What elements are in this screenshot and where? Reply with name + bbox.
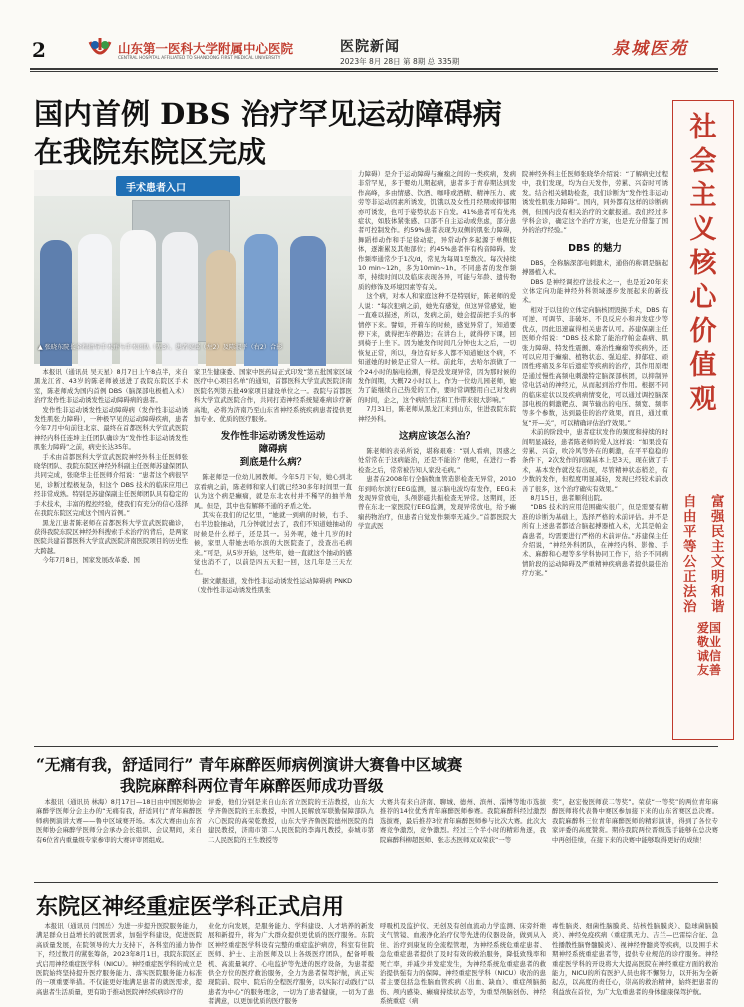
page-number: 2 [32, 38, 46, 62]
article1-paragraph: 力障碍）是介于运动障碍与癫痫之间的一类疾病，发病非常罕见，多于婴幼儿期起病，患者多于青春期达到发作高峰，多由情感、饮酒、咖啡或酒精、精神压力、疲劳等非运动因素所诱发，饥饿以及女性月经期或抑郁期亦可诱发，也可于姿势状态下自发。41%患者可有先兆症状，如肢体紧张感、口部不自主运动或焦虑，部分患者可控制发作。约59%患者表现为双侧的肌张力障碍，舞蹈样动作和手足徐动症，异常动作多起源于单侧肢体，逐渐累及其他部位；约45%患者伴有构音障碍。发作频率通常少于1次/d，常见为每周1至数次。每次持续10 min~12h，多为10min~1h。不同患者的发作频率，持续时间以及临床表现各异，可能与年龄、遗传物质的修饰及环境因素等有关。 [358, 170, 516, 291]
subhead-line: 发作性非运动诱发性运动 [220, 431, 326, 443]
article1-paragraph: 陈老师的表弟所说，堪称艰难：“别人看病，因感之处常常在于这病能治，还是不能治？他呢，在进行一番检查之后，常常被告知人家没毛病。” [358, 446, 516, 474]
article1-paragraph: 手术由首都医科大学宣武医院神经外科主任医师张晓华团队、我院东院区神经外科副主任医师苏建保团队共同完成，张晓华主任医师介绍说：“患者这个病很罕见，诊断过程极复杂，但这个 DBS 技术的临床应用已经非常成熟。特别是苏建保副主任医师团队具有稳定的手术技术，丰富的程控经验，使我们有充分的信心选择在我院东院区完成这个国内首例。” [34, 452, 188, 518]
hospital-logo-icon [86, 36, 114, 62]
article1-intro: 本报讯（通讯员 吴天星）8月7日上午8点半，来自黑龙江省、43岁的陈老师被送进了我院东院区手术室，陈老师成为国内首例 DBS（脑深部电极植入术）治疗发作性非运动诱发性运动障碍病的患者。 [34, 368, 188, 405]
article1-paragraph: 7月31日，陈老师从黑龙江来到山东，住进我院东院神经外科。 [358, 405, 516, 423]
article1-paragraph: 相对于以往的立体定向脑核团毁损手术，DBS 有可逆、可调节、非破坏、不良反应小和并发症少等优点，因此迅速赢得相关患者认可。苏建保副主任医师介绍说：“DBS 技术除了能治疗帕金森病、肌张力障碍、特发性震颤、难治性癫痫等疾病外，还可以应用于癫痫、植物状态、强迫症、抑郁症、顽固性疼痛及多年后遗症等疾病的治疗，其作用原理是通过慢性高频电刺激特定脑深部核团，以抑制异常电活动的神经元，从而起到治疗作用。根据不同的临床症状以及疾病病情变化，可以通过调控脑深部电极的刺激靶点、调节输出的电压、频宽、频率等多个参数，达到最佳的治疗效果，而且，通过重复“开—关”，可以精确评估治疗效果。” [522, 305, 668, 427]
article1-headline-line1: 国内首例 DBS 治疗罕见运动障碍病 [34, 97, 502, 131]
hospital-name-en: CENTRAL HOSPITAL AFFILIATED TO SHANDONG FIRST MEDICAL UNIVERSITY [118, 56, 281, 61]
article1-col3 [358, 170, 516, 740]
article1-headline-line2: 在我院东院区完成 [34, 135, 267, 169]
core-values-col-a: 富强民主文明和谐 [711, 494, 725, 615]
article1-col1 [34, 368, 188, 740]
masthead-divider-thin [30, 71, 718, 72]
article1-paragraph: 今年7月8日，国家发展改革委、国 [42, 556, 140, 565]
issue-date: 2023年 8月 28日 第 8期 总 335期 [340, 57, 460, 66]
article1-paragraph: DBS，全称脑深部电刺激术，通俗的称谓是脑起搏器植入术。 [522, 258, 668, 277]
core-values-title: 社会主义核心价值观 [689, 112, 717, 415]
article1-paragraph: 其实在我们的记忆里，“她就一到病的时候，右手、右半边脸抽动，几分钟就过去了，我们不知道她抽动的时候是什么样子，还是其一。另外呢，她十几岁的时候，家里人带她去哈尔滨的大医院查了，没查出毛病来。”可是，从5岁开始，这些年，她一直就这个抽动的感觉也消不了，以前是四五天犯一回，这几年是三天左右。 [194, 511, 352, 576]
article2-col3: 大赛共有来自济南、聊城、德州、滨州、淄博等地市选拔推荐的14位优秀青年麻醉医师参赛。我院麻醉科经过激烈选拔赛，最后推荐3位青年麻醉医师参与比次大赛。此次大赛竞争激烈，竞争激烈。经过三个半小时的精彩角逐，我院麻醉科柳超医师、张志杰医师双双荣获“一等 [380, 798, 546, 844]
article1-paragraph: 黑龙江患者陈老师在首都医科大学宣武医院确诊，获得我院东院区神经外科搜索手术治疗的背后，是两家医院共建首都医科大学宣武医院济南医院项目的历史性大跨越。 [34, 518, 188, 555]
article2-col4: 奖”，赵宏俊医师获二等奖”。荣获“一等奖”的两位青年麻醉医师将代表鲁中赛区参加接下来的山东省赛区总决赛。我院麻醉科三位青年麻醉医师的精彩演讲，得到了各位专家评委的高度赞赏。期待我院两位晋级选手能够在总决赛中再创佳绩，在接下来的决赛中能够取得更好的成绩！ [552, 798, 718, 844]
subhead-what-disease [194, 430, 352, 469]
article1-paragraph: 陈老师是一位幼儿园教师。今年5月下旬，她心到北京看病之前，陈老师和家人们就已经30多年时间里一直认为这个病是癫痫，就是东北农村并不稀罕的抽羊角风。但是，其中也有解释不通的矛盾之处。 [194, 473, 352, 510]
article3-col1: 本报讯（通讯员 闫国岳）为进一步提升医院服务能力，满足群众日益增长的就医需求，加强学科建设，促进医院高质量发展，在院领导的大力支持下，各科室的通力协作下，经过数月的紧张筹备，2023年8月1日，我院东院区正式启用神经重症医学科（NICU）。神经重症医学科的成立是医院始终坚持提升医疗服务能力、落实医院服务能力标准的一项重要举措。不仅能更好地满足患者的就医需求，提高患者生活质量，更有助于推动医院神经疾病诊疗的 [36, 922, 202, 996]
article1-paragraph: 发作性非运动诱发性运动障碍病（发作性非运动诱发性肌张力障碍），一种极罕见的运动障碍疾病，患者今年7月中旬前往北京、最终在首都医科大学宣武医院神经内科任连坤主任团队确诊为“发作性非运动诱发性肌张力障碍”之前，病史长达35年。 [34, 405, 188, 452]
article1-paragraph: DBS 是神经调控疗法技术之一，也是近20年来立体定向功能神经外科领域逐步发展起来的新技术。 [522, 277, 668, 305]
hospital-name: 山东第一医科大学附属中心医院 [118, 41, 294, 56]
section-title: 医院新闻 [340, 39, 400, 55]
article3-col4: 毒性脑炎、细菌性脑膜炎、结核性脑膜炎）、隐球菌脑膜炎）、神经免疫疾病（重症肌无力、吉兰—巴雷综合征、急性播散性脑脊髓膜炎）、视神经脊髓炎等疾病，以及围手术期神经系统重症患者等，提供专业规范的诊疗服务。神经重症医学科的开设将大大提高医院在神经重症方面的救治能力，NICU的所有医护人员也将不懈努力，以开拓为全新起点，以高度的责任心，崇高的救治精神，始终把患者的利益放在首位，为广大危重患者的身体健康保驾护航。 [552, 922, 718, 996]
article1-paragraph: 术前的阶段中，患者症状发作的频度和持续的时间明显减轻，患者陈老师的爱人这样说：“如果没有劳累、兴奋，吹冷风等外在的刺激，在平平稳稳的条件下，2次发作的间隔基本上是3天，现在做了手术，基本发作就没有出现，尽管精神状态稍差，有少数的发作，但程度明显减轻，发现已经较术前改善了很多，这个治疗确实有效果。” [522, 428, 668, 493]
article3-headline: 东院区神经重症医学科正式启用 [36, 894, 345, 920]
subhead-line: 到底是什么病？ [239, 457, 307, 469]
entrance-sign-text: 手术患者入口 [126, 183, 186, 194]
article1-paragraph: 这个病，对本人和家庭这种不是特别好，陈老师的爱人说：“每次犯病之前，她先有感觉，但这异常感觉，她一直难以描述，所以，发病之前，她会提前把手头的事情停下来。譬如，开着车的时候，感觉异常了，知道要停下来，就得把车停路边；在讲台上，就得停下课，回到椅子上坐下。因为她发作时间几分钟也太之后，一切恢复正常，所以，身边有好多人都不知道她这个病，不知道她的时候是正常人一样。前此年，去哈尔滨做了一个24小时的脑电检测，得是没发现异常，因为那时候的发作间期，大概72小时以上。作为一位幼儿园老师，她为了能继续自己热爱的工作，要时常调整用自己对发病的时间，企之，这个病给生活和工作带来很大影响。” [358, 292, 516, 404]
supplement-logo: 泉城医苑 [612, 39, 688, 59]
article2-headline-line2: 我院麻醉科两位青年麻醉医师成功晋级 [120, 776, 384, 795]
core-values-col-b: 自由平等公正法治 [683, 494, 697, 615]
article1-paragraph: “DBS 技术的应用范围确实很广，但是需要有精准的诊断为基础上，选择严格的术前评估。并不是所有上述患者都适合脑起搏器植入术，尤其是帕金森患者，均需要进行严格的术前评估。”苏建保主任介绍说，“神经外科团队，在神经内科、影像、手术、麻醉和心理等多学科协同工作下，给予不同病情阶段的运动障碍及严重精神疾病患者提供最佳治疗方案。” [522, 503, 668, 578]
section-divider [34, 746, 718, 747]
article1-photo [34, 170, 352, 364]
section-divider [34, 882, 718, 883]
masthead [0, 0, 744, 80]
article1-col4 [522, 170, 668, 740]
article2-headline-line1: “无痛有我，舒适同行” 青年麻醉医师病例演讲大赛鲁中区域赛 [36, 755, 463, 774]
article1-paragraph: 院神经外科主任医师张晓华介绍说：“了解病史过程中，我们发现，均为白天发作，劳累、兴奋时可诱发。结合相关辅助检查，我们诊断为“发作性非运动诱发性肌张力障碍”。国内，同外都有这样的诊断病例，但国内没有相关治疗的文献报道。我们经过多学科会诊，确定这个治疗方案，也是充分借鉴了国外的治疗经验。” [522, 170, 668, 235]
article1-paragraph: 患者在2008年行全脑数血管造影检查无异常，2010年到哈尔滨行EEG监测，显示脑电波均有发作，EEG未发现异常放电，头颅影磁共振检查无异常。这期间，还曾在东北一家医院行EEG监测，发现异常放电，给予癫痫药物治疗，但患者自觉发作频率无减少。”首都医院大学宣武医 [358, 475, 516, 531]
article2-col2: 评委，他们分别是来自山东省立医院的王洁教授，山东大学齐鲁医院的王东教授，中国人民解放军联勤保障部队九六〇医院的高荣乾教授，山东大学齐鲁医院德州医院的肖建民教授，济南市第二人民医院的李海凡教授，泰城市第二人民医院的王生教授等 [208, 798, 374, 844]
subhead-dbs: DBS 的魅力 [568, 242, 622, 254]
article3-col2: 业化方向发展，是服务能力、学科建设、人才培养的新发展和新提升，将为广大群众提供更优质的医疗服务。东院区神经重症医学科设有完整的重症监护病房，科室有住院医师、护士、主治医师及以上各级医疗团队，配备呼吸机、高流量氧疗、心电监护等先进的医疗设备，为患者提供全方位的医疗救治服务，全力为患者保驾护航，真正实现院前、院中、院后的全程医疗服务，以实际行动践行“以患者为中心”的服务理念，一切为了患者健康，一切为了患者满意，以更加优质的医疗服务 [208, 922, 374, 1006]
article2-col1: 本报讯（通讯员 林海）8月17日—18日由中国医师协会麻醉学医师分会主办的“无痛有我，舒适同行”青年麻醉医师病例演讲大赛——鲁中区域赛开场。本次大赛由山东省医师协会麻醉学医师分会承办会长组织、会议期间，来自有6位省内重量级专家参审的大赛评审团组成。 [36, 798, 202, 844]
masthead-divider [30, 68, 718, 70]
photo-caption: ▲ 张晓东院长全程指导手术并与手术团队（左3）、患者家属（左2）及陈淑平（右2）合影 [38, 344, 283, 351]
article1-col2 [194, 368, 352, 740]
article1-paragraph: 8月15日，患者顺利出院。 [530, 494, 607, 502]
article1-paragraph: 家卫生健康委、国家中医药局正式印发“第五批国家区域医疗中心项目名单”的通知，首都医科大学宣武医院济南医院名列第五批49家项目建设单位之一。我院与首都医科大学宣武医院合作，共同打造神经系统疑难病诊疗新高地，必将为济南乃至山东省神经系统疾病患者提供更加专业、优质的医疗服务。 [194, 368, 352, 424]
article3-col3: 呼吸机及监护仪、无创及有创血流动力学监测、床旁纤维支气管镜、血液净化治疗仪等先进的仪器设备，做到从入住、治疗到康复的全流程管理，为神经系统危重症患者、急危重症患者提供了及时有效的救治服务，降低致残率和死亡率，并减少并发症发生，为神经系统危重症患者的救治提供强有力的保障。神经重症医学科（NICU）收治的患者主要包括急性脑血管疾病（出血、缺血）、重症颅脑损伤、颅内感染、癫痫持续状态等，为重型颅脑创伤、神经系统重症（病 [380, 922, 546, 1006]
subhead-how-to-treat: 这病应该怎么治？ [398, 430, 475, 442]
core-values-col-c: 爱国敬业诚信友善 [697, 621, 722, 677]
core-values-box [672, 100, 734, 740]
subhead-line: 障碍病 [258, 444, 288, 456]
article1-paragraph: 据文献报道，发作性非运动诱发性运动障碍病 PNKD（发作性非运动诱发性肌张 [194, 576, 352, 595]
entrance-sign [116, 176, 240, 196]
